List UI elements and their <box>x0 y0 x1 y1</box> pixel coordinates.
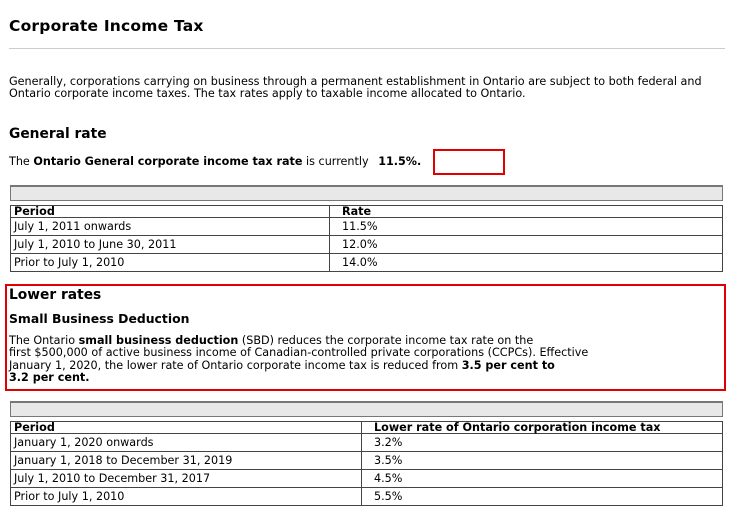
general-rate-table <box>10 205 723 272</box>
period-cell: July 1, 2010 to June 30, 2011 <box>11 236 330 254</box>
sbd-new-rate: 3.2 per cent. <box>9 370 90 384</box>
intro-paragraph: Generally, corporations carrying on business through a permanent establishment in Ontario are subject to both federal and Ontario corporate income taxes. The tax rates apply to taxable income allocated to Ontario. <box>9 75 702 101</box>
rate-cell: 3.5% <box>362 452 723 470</box>
sbd-line-3 <box>9 360 721 372</box>
rate-cell: 11.5% <box>330 218 723 236</box>
table-row <box>11 452 723 470</box>
rate-cell: 4.5% <box>362 470 723 488</box>
sbd-text: The Ontario <box>9 334 79 347</box>
period-cell: Prior to July 1, 2010 <box>11 254 330 272</box>
header-rate: Rate <box>330 206 723 218</box>
sbd-rate-change: 3.5 per cent to <box>461 358 555 372</box>
rate-cell: 12.0% <box>330 236 723 254</box>
sbd-heading: Small Business Deduction <box>9 311 190 326</box>
sbd-text: (SBD) reduces the corporate income tax rate on the <box>238 334 534 347</box>
table-row <box>11 488 723 506</box>
sbd-text: January 1, 2020, the lower rate of Ontario corporate income tax is reduced from <box>9 358 462 372</box>
table-row <box>11 434 723 452</box>
header-lower-rate: Lower rate of Ontario corporation income tax <box>362 422 723 434</box>
table-header-row <box>11 422 723 434</box>
table-row <box>11 218 723 236</box>
table-row <box>11 236 723 254</box>
rate-cell: 5.5% <box>362 488 723 506</box>
table-row <box>11 254 723 272</box>
title-divider <box>9 48 725 49</box>
period-cell: Prior to July 1, 2010 <box>11 488 362 506</box>
table-header-row <box>11 206 723 218</box>
general-table-bar <box>10 185 723 201</box>
page-title: Corporate Income Tax <box>9 17 204 35</box>
current-rate-highlight <box>433 149 505 175</box>
sbd-paragraph <box>9 335 721 384</box>
header-period: Period <box>11 422 362 434</box>
lower-table-bar <box>10 401 723 417</box>
table-row <box>11 470 723 488</box>
period-cell: July 1, 2011 onwards <box>11 218 330 236</box>
rate-cell: 3.2% <box>362 434 723 452</box>
period-cell: January 1, 2018 to December 31, 2019 <box>11 452 362 470</box>
lower-rates-heading: Lower rates <box>9 287 102 303</box>
general-rate-sentence <box>9 156 421 168</box>
general-rate-heading: General rate <box>9 126 107 142</box>
sbd-line-4 <box>9 372 721 384</box>
period-cell: July 1, 2010 to December 31, 2017 <box>11 470 362 488</box>
header-period: Period <box>11 206 330 218</box>
sentence-prefix: The <box>9 155 34 168</box>
period-cell: January 1, 2020 onwards <box>11 434 362 452</box>
sbd-term: small business deduction <box>78 334 239 347</box>
lower-rate-table <box>10 421 723 506</box>
current-rate: 11.5%. <box>378 155 422 168</box>
sentence-bold: Ontario General corporate income tax rate <box>33 155 303 168</box>
sentence-mid: is currently <box>302 155 373 168</box>
rate-cell: 14.0% <box>330 254 723 272</box>
sbd-line-2: first $500,000 of active business income of Canadian-controlled private corporations (CCPCs). Effective <box>9 346 589 360</box>
